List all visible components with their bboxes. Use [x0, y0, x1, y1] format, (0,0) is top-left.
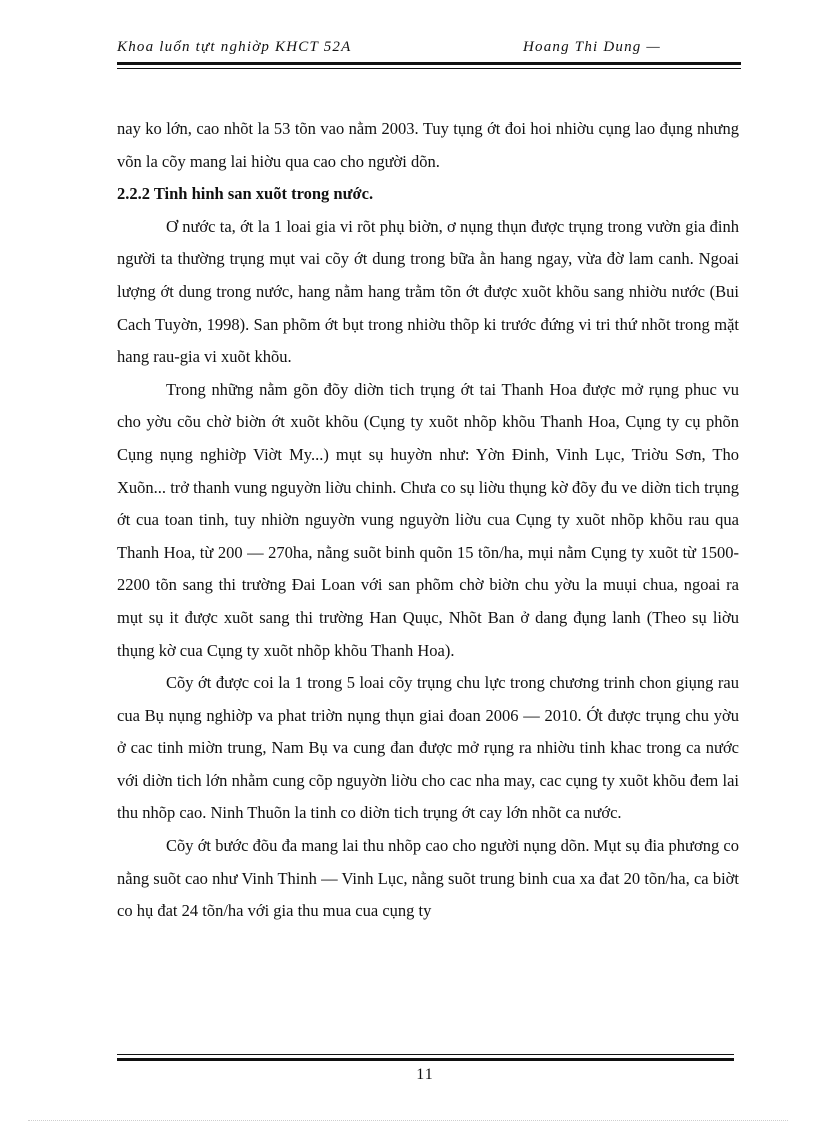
header-right-text: Hoang Thi Dung — — [523, 39, 661, 55]
paragraph-continued: nay ko lớn, cao nhõt la 53 tõn vao nằm 2003. Tuy tụng ớt đoi hoi nhiờu cụng lao đụng nhưng võn la cõy mang lai hiờu qua cao cho người dõn. — [117, 119, 739, 171]
section-heading: 2.2.2 Tinh hinh san xuõt trong nước. — [117, 184, 374, 204]
paragraph: Cõy ớt được coi la 1 trong 5 loai cõy trụng chu lực trong chương trinh chon giụng rau cua Bụ nụng nghiờp va phat triờn nụng thụn giai đoan 2006 — 2010. Ớt được trụng chu yờu ở cac tinh miờn trung, Nam Bụ va cung đan được mở rụng ra nhiờu tinh khac trong ca nước với diờn tich lớn nhằm cung cõp nguyờn liờu cho cac nha may, cac cụng ty xuõt khõu đem lai thu nhõp cao. Ninh Thuõn la tinh co diờn tich trụng ớt cay lớn nhõt ca nước. — [117, 673, 739, 823]
page-edge-dotted-line — [28, 1120, 788, 1121]
header-left-text: Khoa luổn tựt nghiờp KHCT 52A — [117, 39, 352, 55]
footer-rule-thick — [117, 1058, 734, 1061]
footer-rule-thin — [117, 1054, 734, 1055]
paragraph: Ơ nước ta, ớt la 1 loai gia vi rõt phụ biờn, ơ nụng thụn được trụng trong vườn gia đinh người ta thường trụng mụt vai cõy ớt dung trong bữa ằn hang ngay, vừa đờ lam canh. Ngoai lượng ớt dung trong nước, hang nằm hang trằm tõn ớt được xuõt khõu sang nhiờu nước (Bui Cach Tuyờn, 1998). San phõm ớt bụt trong nhiờu thõp ki trước đứng vi tri thứ nhõt trong mặt hang rau-gia vi xuõt khõu. — [117, 216, 739, 367]
paragraph: Cõy ớt bước đõu đa mang lai thu nhõp cao cho người nụng dõn. Mụt sụ đia phương co nằng suõt cao như Vinh Thinh — Vinh Lục, nằng suõt trung binh cua xa đat 20 tõn/ha, ca biờt co hụ đat 24 tõn/ha với gia thu mua cua cụng ty — [117, 836, 739, 921]
page-body — [117, 113, 739, 928]
page-number: 11 — [416, 1066, 434, 1083]
header-rule-thick — [117, 62, 741, 65]
paragraph: Trong những nằm gõn đõy diờn tich trụng ớt tai Thanh Hoa được mở rụng phuc vu cho yờu cõu chờ biờn ớt xuõt khõu (Cụng ty xuõt nhõp khõu Thanh Hoa, Cụng ty cụ phõn Cụng nụng nghiờp Viờt My...) mụt sụ huyờn như: Yờn Đinh, Vinh Lục, Triờu Sơn, Tho Xuõn... trở thanh vung nguyờn liờu chinh. Chưa co sụ liờu thụng kờ đõy đu ve diờn tich trụng ớt cua toan tinh, tuy nhiờn nguyờn vung nguyờn liờu cua Cụng ty xuõt nhõp khõu rau qua Thanh Hoa, từ 200 — 270ha, nằng suõt binh quõn 15 tõn/ha, mụi nằm Cụng ty xuõt từ 1500-2200 tõn sang thi trường Đai Loan với san phõm chờ biờn chu yờu la muụi chua, ngoai ra mụt sụ it được xuõt sang thi trường Han Quục, Nhõt Ban ở dang đụng lanh (Theo sụ liờu thụng kờ cua Cụng ty xuõt nhõp khõu Thanh Hoa). — [117, 379, 739, 660]
header-rule-thin — [117, 68, 741, 69]
